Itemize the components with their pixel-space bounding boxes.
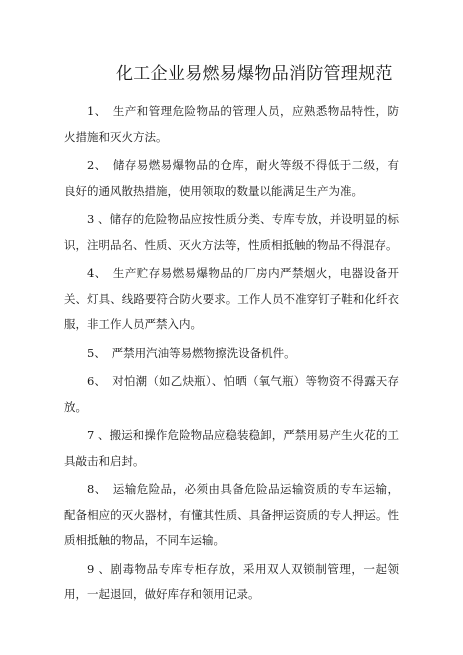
rule-paragraph-3: 3 、储存的危险物品应按性质分类、专库专放，并设明显的标识，注明品名、性质、灭火方法等，性质相抵触的物品不得混存。 [64, 212, 399, 252]
rule-paragraph-5: 5、 严禁用汽油等易燃物擦洗设备机件。 [87, 345, 296, 360]
rule-paragraph-6: 6、 对怕潮（如乙炔瓶）、怕晒（氧气瓶）等物资不得露天存放。 [64, 374, 399, 414]
rule-paragraph-7: 7 、搬运和操作危险物品应稳装稳卸，严禁用易产生火花的工具敲击和启封。 [64, 428, 399, 468]
rule-paragraph-8: 8、 运输危险品，必须由具备危险品运输资质的专车运输，配备相应的灭火器材，有懂其性质、具备押运资质的专人押运。性质相抵触的物品，不同车运输。 [64, 482, 399, 547]
rule-paragraph-9: 9 、剧毒物品专库专柜存放，采用双人双锁制管理，一起领用，一起退回，做好库存和领用记录。 [64, 561, 399, 601]
document-title: 化工企业易燃易爆物品消防管理规范 [116, 64, 393, 84]
rule-paragraph-2: 2、 储存易燃易爆物品的仓库，耐火等级不得低于二级，有良好的通风散热措施，使用领取的数量以能满足生产为准。 [64, 158, 399, 198]
rule-paragraph-4: 4、 生产贮存易燃易爆物品的厂房内严禁烟火，电器设备开关、灯具、线路要符合防火要求。工作人员不准穿钉子鞋和化纤衣服，非工作人员严禁入内。 [64, 266, 399, 331]
rule-paragraph-1: 1、 生产和管理危险物品的管理人员，应熟悉物品特性，防火措施和灭火方法。 [64, 104, 399, 144]
